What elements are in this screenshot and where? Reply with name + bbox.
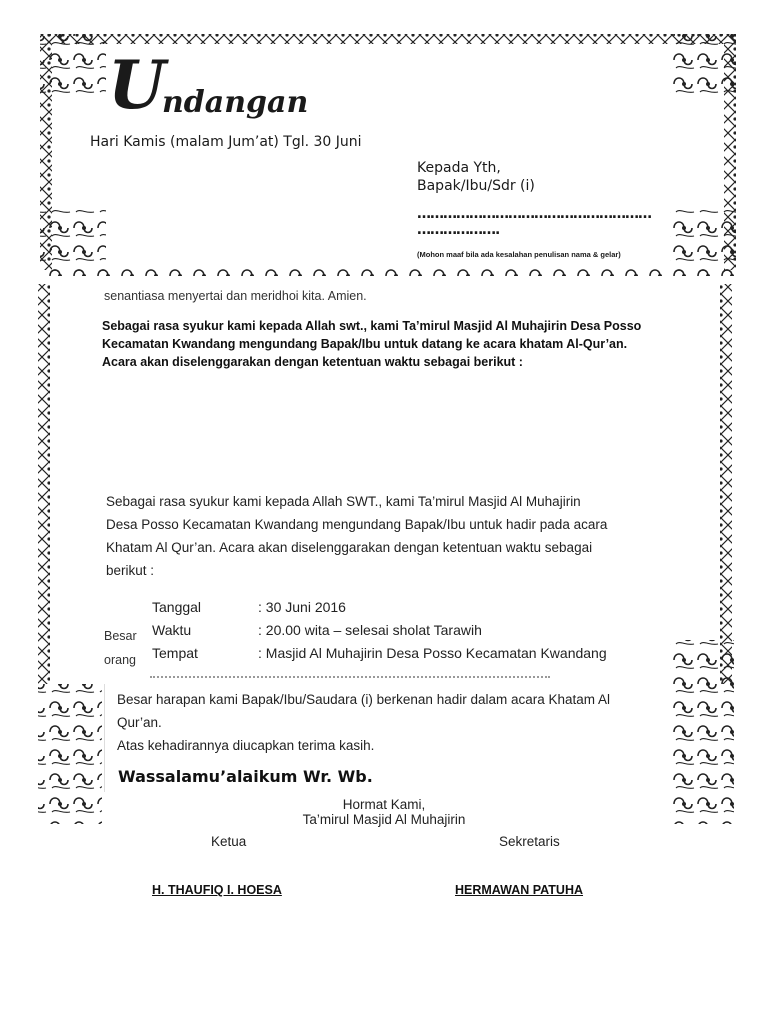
title-initial: U xyxy=(108,46,166,124)
side-fragment-1: Besar xyxy=(104,629,137,643)
closing-line: senantiasa menyertai dan meridhoi kita. Amien. xyxy=(104,289,367,303)
intro-line: Desa Posso Kecamatan Kwandang mengundang Bapak/Ibu untuk hadir pada acara xyxy=(106,517,608,532)
organization: Ta’mirul Masjid Al Muhajirin xyxy=(302,812,466,827)
recipient-greeting: Kepada Yth, xyxy=(417,160,501,176)
role-left: Ketua xyxy=(211,834,247,849)
recipient-dots-2: ………………. xyxy=(417,222,500,238)
old-paragraph-line: Sebagai rasa syukur kami kepada Allah swt., kami Ta’mirul Masjid Al Muhajirin Desa Posso xyxy=(102,319,642,333)
signatory-name-right: HERMAWAN PATUHA xyxy=(455,883,584,897)
intro-line: Sebagai rasa syukur kami kepada Allah SWT., kami Ta’mirul Masjid Al Muhajirin xyxy=(106,494,581,509)
hope-line: Qur’an. xyxy=(117,715,162,730)
title-text: ndangan xyxy=(162,85,309,120)
hope-paragraph xyxy=(117,688,677,757)
thanks-line: Atas kehadirannya diucapkan terima kasih. xyxy=(117,738,375,753)
apology-note: (Mohon maaf bila ada kesalahan penulisan nama & gelar) xyxy=(417,250,621,259)
old-paragraph-line: Acara akan diselenggarakan dengan ketentuan waktu sebagai berikut : xyxy=(102,355,523,369)
schedule-value-time: : 20.00 wita – selesai sholat Tarawih xyxy=(258,622,482,638)
signatory-name-left: H. THAUFIQ I. HOESA xyxy=(152,883,282,897)
regards: Hormat Kami, xyxy=(342,797,426,812)
side-fragment-2: orang xyxy=(104,653,136,667)
schedule-label-date: Tanggal xyxy=(152,599,202,615)
recipient-dots-1: ……………………………………………… xyxy=(417,206,651,222)
intro-paragraph xyxy=(106,490,686,582)
old-paragraph xyxy=(102,317,662,371)
schedule-value-date: : 30 Juni 2016 xyxy=(258,599,346,615)
overlap-remnant xyxy=(150,676,550,681)
recipient-title: Bapak/Ibu/Sdr (i) xyxy=(417,178,535,194)
hope-line: Besar harapan kami Bapak/Ibu/Saudara (i) berkenan hadir dalam acara Khatam Al xyxy=(117,692,611,707)
schedule-label-place: Tempat xyxy=(152,645,198,661)
date-line: Hari Kamis (malam Jum’at) Tgl. 30 Juni xyxy=(90,134,362,150)
intro-line: Khatam Al Qur’an. Acara akan diselenggarakan dengan ketentuan waktu sebagai xyxy=(106,540,593,555)
schedule-label-time: Waktu xyxy=(152,622,192,638)
old-paragraph-line: Kecamatan Kwandang mengundang Bapak/Ibu untuk datang ke acara khatam Al-Qur’an. xyxy=(102,337,628,351)
role-right: Sekretaris xyxy=(499,834,560,849)
intro-line: berikut : xyxy=(106,563,155,578)
closing-salam: Wassalamu’alaikum Wr. Wb. xyxy=(118,767,373,786)
schedule-value-place: : Masjid Al Muhajirin Desa Posso Kecamatan Kwandang xyxy=(258,645,607,661)
